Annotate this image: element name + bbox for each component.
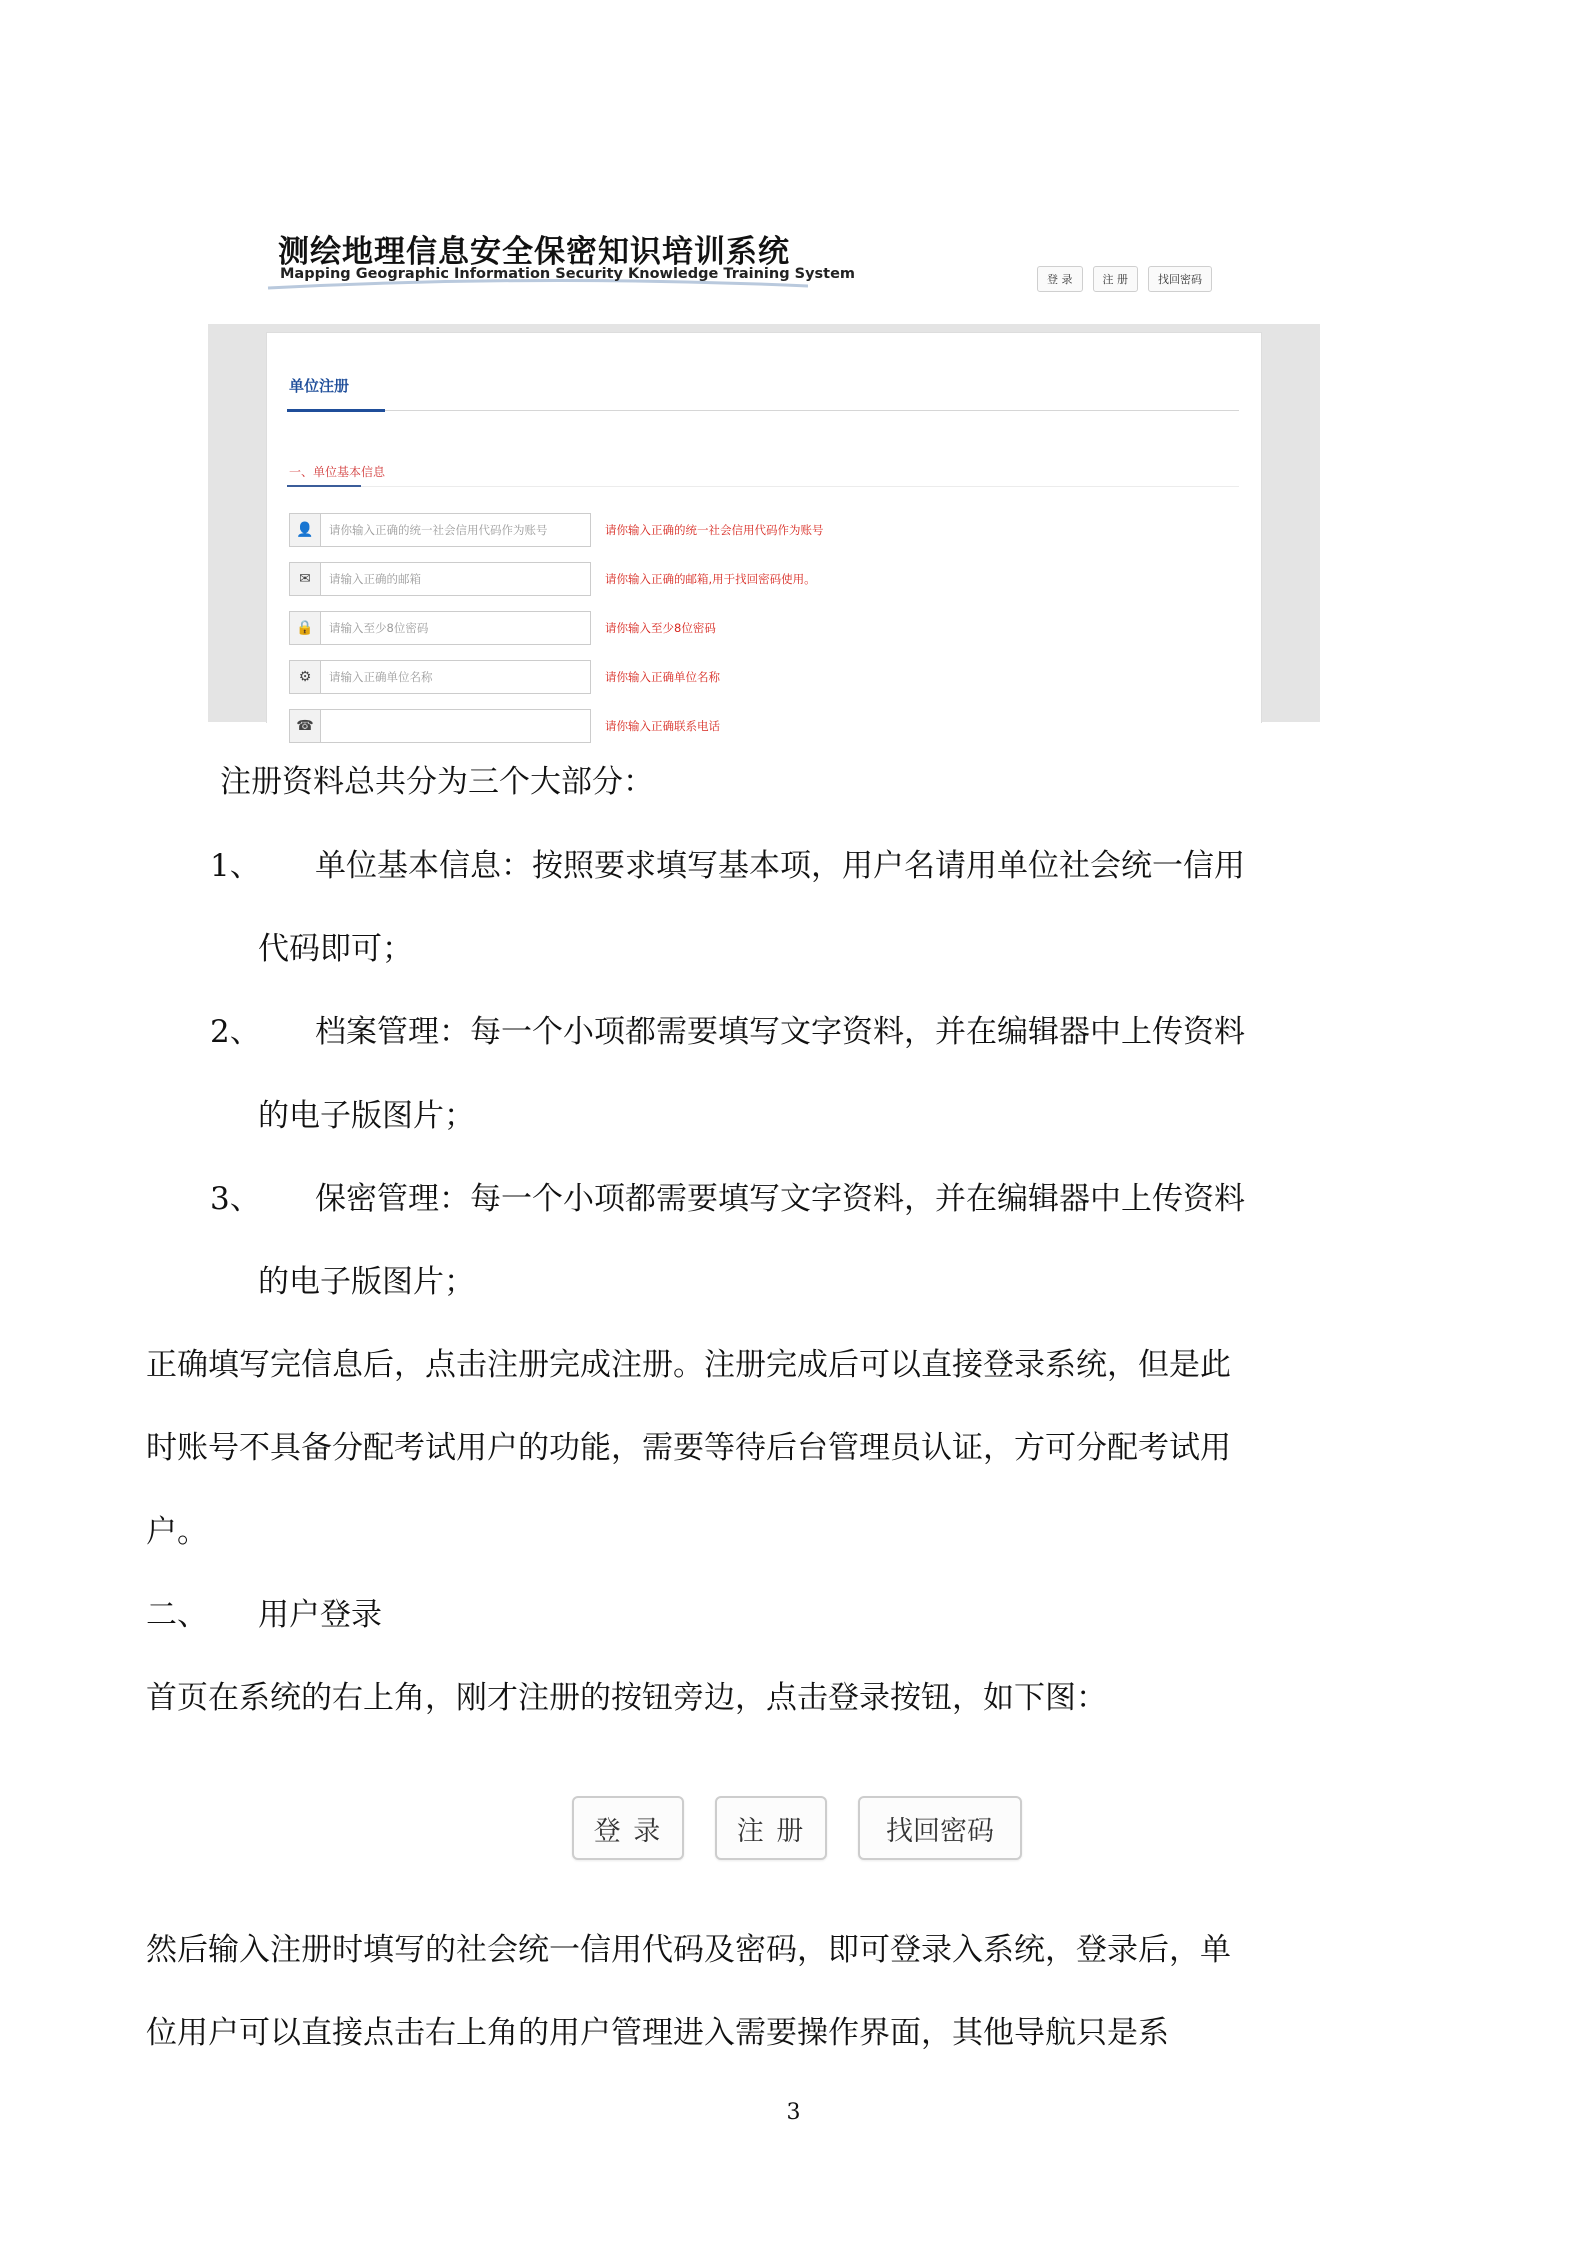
tab-active-indicator	[287, 409, 385, 412]
page-number: 3	[786, 2100, 801, 2125]
recover-password-button[interactable]: 找回密码	[1148, 266, 1212, 292]
register-button-large[interactable]: 注 册	[715, 1796, 827, 1860]
section-heading: 用户登录	[258, 1597, 382, 1633]
para1-line2: 时账号不具备分配考试用户的功能，需要等待后台管理员认证，方可分配考试用	[146, 1430, 1231, 1466]
item3-line2: 的电子版图片；	[258, 1264, 475, 1300]
item3-line1: 保密管理：每一个小项都需要填写文字资料，并在编辑器中上传资料	[315, 1181, 1245, 1217]
phone-icon: ☎	[289, 709, 321, 743]
item1-line2: 代码即可；	[258, 931, 413, 967]
para1-line1: 正确填写完信息后，点击注册完成注册。注册完成后可以直接登录系统，但是此	[146, 1347, 1231, 1383]
para3-line2: 位用户可以直接点击右上角的用户管理进入需要操作界面，其他导航只是系	[146, 2015, 1169, 2051]
password-input[interactable]	[321, 611, 591, 645]
login-buttons-screenshot	[572, 1796, 1022, 1860]
phone-hint: 请你输入正确联系电话	[605, 719, 720, 733]
item1-number: 1、	[210, 848, 261, 884]
unit-name-field	[289, 660, 720, 694]
intro-text: 注册资料总共分为三个大部分：	[220, 764, 654, 800]
building-icon: ⚙	[289, 660, 321, 694]
recover-password-button-large[interactable]: 找回密码	[858, 1796, 1022, 1860]
item2-number: 2、	[210, 1014, 261, 1050]
item2-line1: 档案管理：每一个小项都需要填写文字资料，并在编辑器中上传资料	[315, 1014, 1245, 1050]
credit-code-field	[289, 513, 824, 547]
unit-name-input[interactable]	[321, 660, 591, 694]
email-field	[289, 562, 816, 596]
item2-line2: 的电子版图片；	[258, 1098, 475, 1134]
credit-code-hint: 请你输入正确的统一社会信用代码作为账号	[605, 523, 824, 537]
envelope-icon: ✉	[289, 562, 321, 596]
email-hint: 请你输入正确的邮箱,用于找回密码使用。	[605, 572, 816, 586]
registration-screenshot	[208, 216, 1320, 734]
item3-number: 3、	[210, 1181, 261, 1217]
password-hint: 请你输入至少8位密码	[605, 621, 716, 635]
section-indicator	[287, 485, 361, 487]
section-title: 一、单位基本信息	[289, 465, 386, 479]
email-input[interactable]	[321, 562, 591, 596]
tab-unit-register[interactable]: 单位注册	[289, 377, 350, 395]
para2: 首页在系统的右上角，刚才注册的按钮旁边，点击登录按钮，如下图：	[146, 1680, 1107, 1716]
phone-field	[289, 709, 720, 743]
tab-divider	[287, 410, 1239, 411]
register-button[interactable]: 注 册	[1093, 266, 1139, 292]
top-button-group	[1037, 266, 1212, 292]
para1-line3: 户。	[146, 1514, 208, 1550]
section-divider	[287, 486, 1239, 487]
user-icon: 👤	[289, 513, 321, 547]
item1-line1: 单位基本信息：按照要求填写基本项，用户名请用单位社会统一信用	[315, 848, 1245, 884]
register-panel	[266, 332, 1262, 734]
system-title: 测绘地理信息安全保密知识培训系统	[278, 234, 790, 270]
login-button-large[interactable]: 登 录	[572, 1796, 684, 1860]
credit-code-input[interactable]	[321, 513, 591, 547]
para3-line1: 然后输入注册时填写的社会统一信用代码及密码，即可登录入系统，登录后，单	[146, 1932, 1231, 1968]
system-subtitle: Mapping Geographic Information Security Knowledge Training System	[280, 266, 856, 282]
phone-input[interactable]	[321, 709, 591, 743]
password-field	[289, 611, 716, 645]
unit-name-hint: 请你输入正确单位名称	[605, 670, 720, 684]
heading-number: 二、	[146, 1597, 208, 1633]
login-button[interactable]: 登 录	[1037, 266, 1083, 292]
lock-icon: 🔒	[289, 611, 321, 645]
